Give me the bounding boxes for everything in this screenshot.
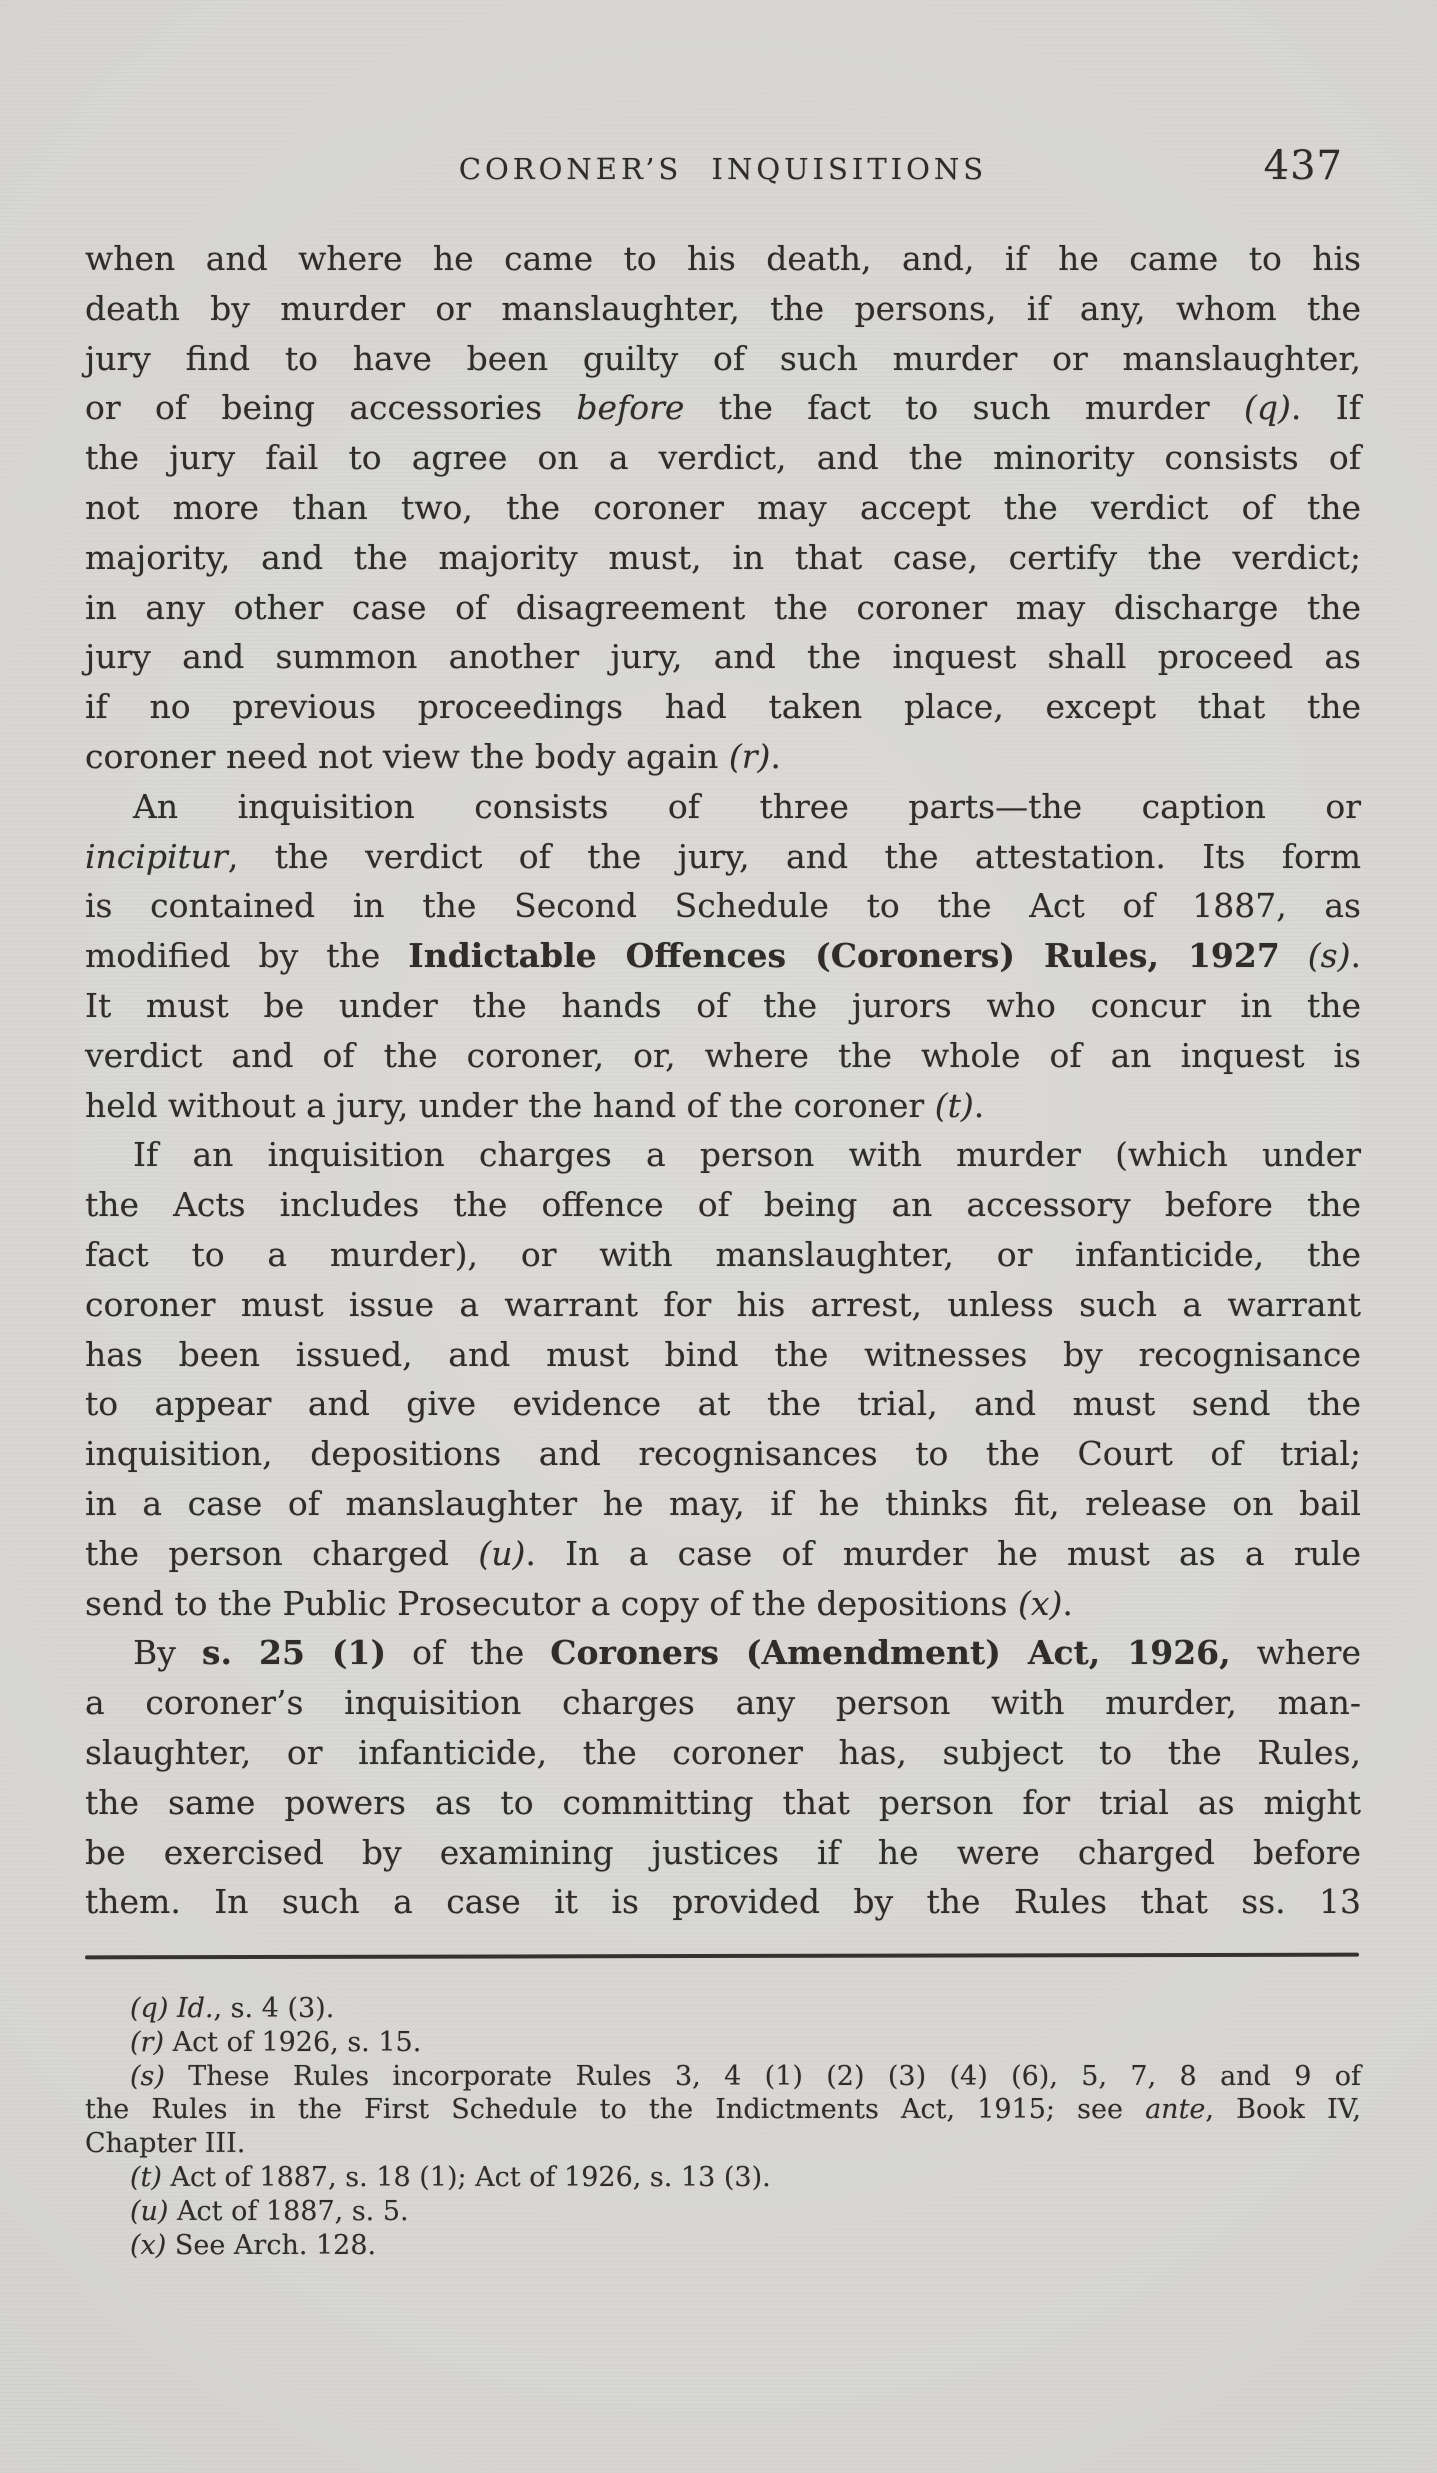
text-line — [85, 632, 1361, 682]
text-line — [85, 1828, 1361, 1878]
italic-text: (x) — [130, 2229, 167, 2261]
footnote-line — [85, 2195, 1361, 2229]
text-line — [85, 1379, 1361, 1429]
text-segment: modified by the — [85, 936, 409, 976]
text-segment: in a case of manslaughter he may, if he thinks fit, release on bail — [85, 1483, 1361, 1523]
italic-text: (x) — [1017, 1583, 1063, 1623]
text-segment: be exercised by examining justices if he were charged before — [85, 1832, 1361, 1872]
text-line — [85, 1280, 1361, 1330]
text-segment: the Rules in the First Schedule to the Indictments Act, 1915; see — [85, 2094, 1146, 2126]
text-segment: send to the Public Prosecutor a copy of the depositions — [85, 1583, 1018, 1623]
page-number: 437 — [1263, 143, 1343, 189]
text-segment: jury find to have been guilty of such murder or manslaughter, — [85, 338, 1361, 378]
text-line — [85, 1728, 1361, 1778]
footnote-line — [85, 2093, 1361, 2127]
text-line — [85, 1579, 1361, 1629]
text-line — [85, 981, 1361, 1031]
text-segment: See Arch. 128. — [166, 2229, 377, 2261]
text-line — [85, 1081, 1361, 1131]
text-line — [85, 1678, 1361, 1728]
text-segment: If an inquisition charges a person with murder (which under — [133, 1135, 1361, 1175]
text-line — [85, 1180, 1361, 1230]
text-segment: has been issued, and must bind the witnesses by recognisance — [85, 1334, 1361, 1374]
text-line — [85, 782, 1361, 832]
text-segment: It must be under the hands of the jurors who concur in the — [85, 985, 1361, 1025]
italic-text: (s) — [130, 2060, 165, 2092]
text-segment: slaughter, or infanticide, the coroner has, subject to the Rules, — [85, 1732, 1361, 1772]
text-line — [85, 1429, 1361, 1479]
text-segment: , Book IV, — [1205, 2094, 1361, 2126]
text-segment: the jury fail to agree on a verdict, and the minority consists of — [85, 438, 1361, 478]
italic-text: (q) — [130, 1993, 169, 2024]
italic-text: (t) — [934, 1085, 974, 1125]
text-line — [85, 931, 1361, 981]
text-segment: These Rules incorporate Rules 3, 4 (1) (2) (3) (4) (6), 5, 7, 8 and 9 of — [164, 2060, 1361, 2092]
text-segment: An inquisition consists of three parts—the caption or — [133, 786, 1361, 826]
text-segment: Act of 1887, s. 18 (1); Act of 1926, s. 13 (3). — [161, 2161, 771, 2193]
italic-text: before — [576, 388, 685, 428]
text-line — [85, 334, 1361, 384]
text-segment: fact to a murder), or with manslaughter, or infanticide, the — [85, 1234, 1361, 1274]
text-line — [85, 1479, 1361, 1529]
italic-text: (u) — [478, 1533, 526, 1573]
text-line — [85, 383, 1361, 433]
text-line — [85, 1330, 1361, 1380]
italic-text: Id. — [176, 1993, 214, 2024]
footnote-line — [85, 2060, 1361, 2094]
text-segment: . — [973, 1085, 985, 1125]
text-segment: in any other case of disagreement the coroner may discharge the — [85, 587, 1361, 627]
text-line — [85, 1628, 1361, 1678]
text-segment: . — [770, 736, 781, 776]
text-line — [85, 1031, 1361, 1081]
text-segment: to appear and give evidence at the trial, and must send the — [85, 1384, 1361, 1424]
text-line — [85, 881, 1361, 931]
text-segment: verdict and of the coroner, or, where the whole of an inquest is — [85, 1035, 1361, 1075]
footnote-separator-rule — [85, 1953, 1359, 1960]
text-segment: the same powers as to committing that person for trial as might — [85, 1782, 1361, 1822]
text-segment: a coroner’s inquisition charges any person with murder, man- — [85, 1683, 1361, 1723]
text-segment — [168, 1993, 177, 2024]
footnote-line — [85, 1992, 1361, 2026]
text-segment: coroner need not view the body again — [85, 736, 729, 776]
italic-text: (r) — [728, 736, 771, 776]
italic-text: incipitur — [85, 836, 228, 876]
bold-text: Indictable Offences (Coroners) Rules, 1927 — [408, 936, 1280, 976]
text-segment: coroner must issue a warrant for his arrest, unless such a warrant — [85, 1284, 1361, 1324]
footnote-line — [85, 2127, 1361, 2161]
text-segment: , the verdict of the jury, and the attestation. Its form — [227, 836, 1361, 876]
bold-text: Coroners (Amendment) Act, 1926, — [550, 1633, 1231, 1673]
text-segment: is contained in the Second Schedule to the Act of 1887, as — [85, 886, 1361, 926]
footnotes — [85, 1992, 1361, 2262]
text-segment: the person charged — [85, 1533, 479, 1573]
italic-text: (q) — [1244, 388, 1291, 428]
text-line — [85, 1778, 1361, 1828]
text-segment: them. In such a case it is provided by the Rules that ss. 13 — [85, 1882, 1361, 1922]
text-segment: when and where he came to his death, and, if he came to his — [85, 239, 1361, 278]
text-segment: . — [1062, 1583, 1073, 1623]
body-text — [85, 234, 1361, 1927]
bold-text: s. 25 (1) — [201, 1633, 387, 1673]
italic-text: (u) — [130, 2195, 169, 2227]
text-segment: Act of 1926, s. 15. — [163, 2026, 422, 2058]
text-segment: By — [133, 1633, 202, 1673]
text-segment: , s. 4 (3). — [213, 1993, 335, 2024]
text-segment: the fact to such murder — [684, 388, 1245, 428]
text-segment: . — [1350, 936, 1361, 976]
text-line — [85, 682, 1361, 732]
text-segment: jury and summon another jury, and the inquest shall proceed as — [85, 637, 1361, 677]
text-line — [85, 832, 1361, 882]
text-segment: Act of 1887, s. 5. — [168, 2195, 409, 2227]
text-segment: or of being accessories — [85, 388, 577, 428]
text-segment: not more than two, the coroner may accept the verdict of the — [85, 487, 1361, 527]
text-line — [85, 433, 1361, 483]
text-line — [85, 732, 1361, 782]
text-segment: majority, and the majority must, in that case, certify the verdict; — [85, 537, 1361, 577]
footnote-line — [85, 2229, 1361, 2263]
text-segment: inquisition, depositions and recognisances to the Court of trial; — [85, 1434, 1361, 1474]
text-segment — [1280, 936, 1308, 975]
footnote-line — [85, 2161, 1361, 2195]
text-segment: if no previous proceedings had taken place, except that the — [85, 687, 1361, 727]
text-segment: . In a case of murder he must as a rule — [525, 1533, 1361, 1573]
italic-text: (t) — [130, 2161, 162, 2193]
italic-text: ante — [1145, 2094, 1206, 2126]
text-segment: . If — [1290, 388, 1361, 428]
text-segment: death by murder or manslaughter, the persons, if any, whom the — [85, 288, 1361, 328]
text-line — [85, 583, 1361, 633]
text-segment: of the — [386, 1633, 551, 1673]
running-head: CORONER’S INQUISITIONS — [458, 152, 988, 186]
text-segment: where — [1230, 1633, 1361, 1673]
text-segment: Chapter III. — [85, 2128, 246, 2160]
text-line — [85, 533, 1361, 583]
text-segment: held without a jury, under the hand of the coroner — [85, 1085, 935, 1125]
italic-text: (s) — [1307, 936, 1351, 976]
footnote-line — [85, 2026, 1361, 2060]
text-line — [85, 1230, 1361, 1280]
italic-text: (r) — [130, 2026, 164, 2058]
text-line — [85, 1529, 1361, 1579]
text-line — [85, 234, 1361, 284]
text-line — [85, 284, 1361, 334]
text-line — [85, 1130, 1361, 1180]
text-segment: the Acts includes the offence of being an accessory before the — [85, 1185, 1361, 1225]
text-line — [85, 1877, 1361, 1927]
text-line — [85, 483, 1361, 533]
